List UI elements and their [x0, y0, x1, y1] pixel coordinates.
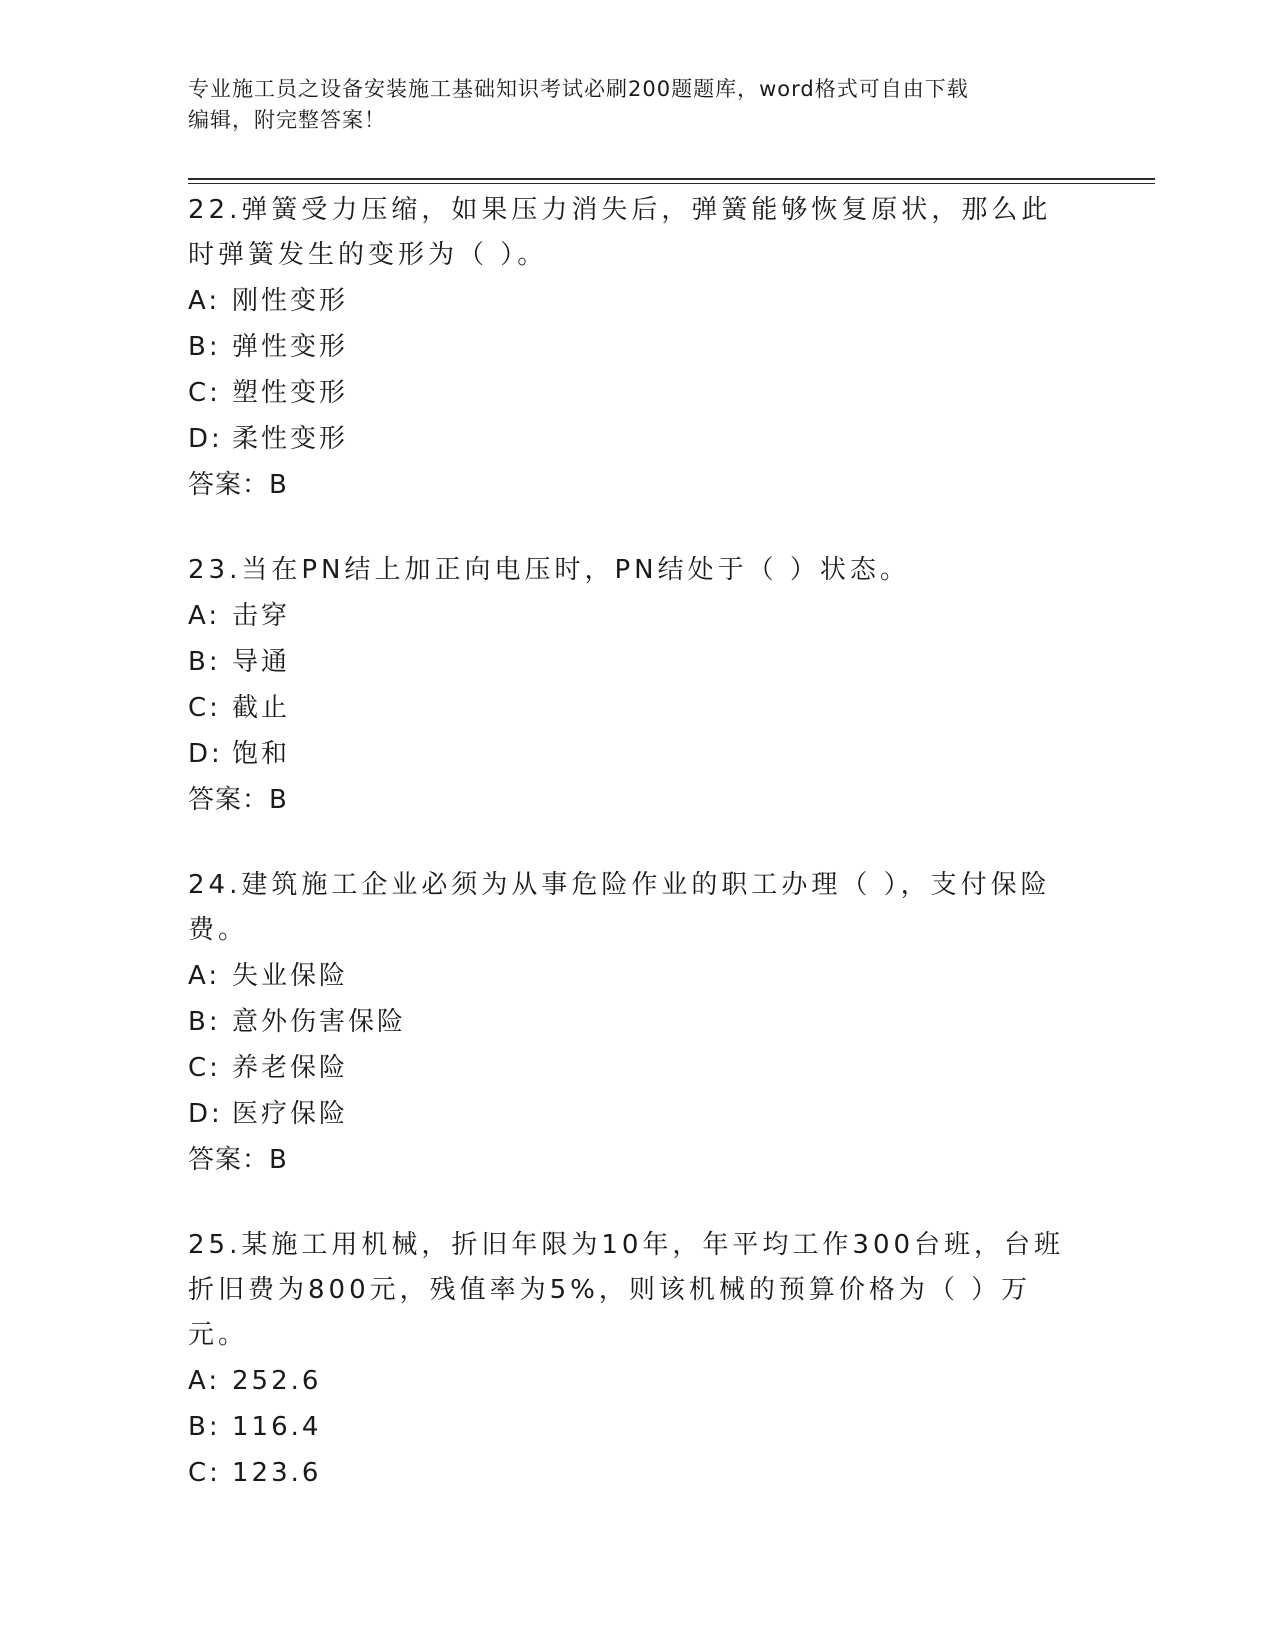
option-text: 252.6 — [232, 1366, 322, 1396]
option-key: A: — [188, 961, 221, 991]
option-a — [188, 1358, 1088, 1404]
option-key: C: — [188, 1053, 221, 1083]
question-stem: 25.某施工用机械，折旧年限为10年，年平均工作300台班，台班折旧费为800元，残值率为5%，则该机械的预算价格为（ ）万元。 — [188, 1230, 1065, 1350]
option-b — [188, 639, 1088, 685]
header-title-line-1: 专业施工员之设备安装施工基础知识考试必刷200题题库，word格式可自由下载 — [188, 77, 969, 101]
option-key: D: — [188, 1099, 223, 1129]
option-d — [188, 1091, 1088, 1137]
option-text: 弹性变形 — [232, 332, 349, 362]
option-b — [188, 1404, 1088, 1450]
header-divider-thick — [188, 178, 1155, 180]
question-stem: 24.建筑施工企业必须为从事危险作业的职工办理（ ），支付保险费。 — [188, 870, 1051, 945]
answer-line: 答案：B — [188, 785, 288, 815]
option-text: 123.6 — [232, 1458, 322, 1488]
option-key: B: — [188, 647, 221, 677]
question-24 — [188, 863, 1088, 1183]
option-c — [188, 685, 1088, 731]
option-text: 医疗保险 — [232, 1099, 349, 1129]
option-d — [188, 416, 1088, 462]
option-text: 失业保险 — [232, 961, 349, 991]
document-header — [188, 74, 1078, 136]
option-key: C: — [188, 1458, 221, 1488]
option-a — [188, 593, 1088, 639]
option-text: 导通 — [232, 647, 291, 677]
option-text: 柔性变形 — [232, 424, 349, 454]
question-stem: 23.当在PN结上加正向电压时，PN结处于（ ）状态。 — [188, 555, 910, 585]
option-text: 击穿 — [232, 601, 291, 631]
question-list — [188, 188, 1088, 1536]
option-key: C: — [188, 693, 221, 723]
option-text: 意外伤害保险 — [232, 1007, 407, 1037]
option-key: B: — [188, 1007, 221, 1037]
option-key: B: — [188, 1412, 221, 1442]
option-key: A: — [188, 286, 221, 316]
option-c — [188, 370, 1088, 416]
option-text: 饱和 — [232, 739, 291, 769]
header-divider-thin — [188, 183, 1155, 184]
option-a — [188, 953, 1088, 999]
option-a — [188, 278, 1088, 324]
question-stem: 22.弹簧受力压缩，如果压力消失后，弹簧能够恢复原状，那么此时弹簧发生的变形为（ ）。 — [188, 195, 1052, 270]
question-23 — [188, 548, 1088, 823]
option-d — [188, 731, 1088, 777]
option-key: D: — [188, 424, 223, 454]
option-c — [188, 1045, 1088, 1091]
question-25 — [188, 1223, 1088, 1496]
answer-line: 答案：B — [188, 470, 288, 500]
option-key: B: — [188, 332, 221, 362]
option-key: A: — [188, 601, 221, 631]
question-22 — [188, 188, 1088, 508]
header-title-line-2: 编辑，附完整答案！ — [188, 108, 386, 132]
option-text: 116.4 — [232, 1412, 322, 1442]
option-text: 养老保险 — [232, 1053, 349, 1083]
option-text: 截止 — [232, 693, 291, 723]
answer-line: 答案：B — [188, 1145, 288, 1175]
option-b — [188, 324, 1088, 370]
option-c — [188, 1450, 1088, 1496]
option-key: C: — [188, 378, 221, 408]
option-key: D: — [188, 739, 223, 769]
option-key: A: — [188, 1366, 221, 1396]
option-b — [188, 999, 1088, 1045]
option-text: 刚性变形 — [232, 286, 349, 316]
option-text: 塑性变形 — [232, 378, 349, 408]
